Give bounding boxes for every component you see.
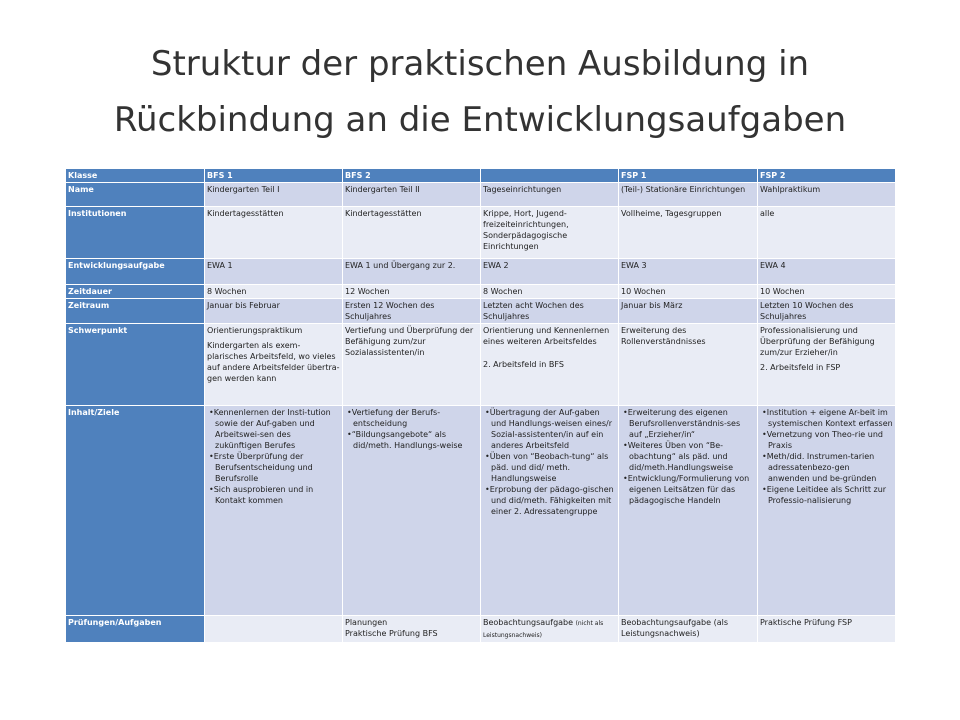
- table-cell: [481, 406, 619, 616]
- row-label-zeitraum: Zeitraum: [66, 299, 205, 324]
- table-row-zeitraum: [66, 299, 896, 324]
- table-cell: Beobachtungsaufgabe (als Leistungsnachweis): [619, 616, 758, 643]
- row-label-name: Name: [66, 183, 205, 207]
- table-cell: [205, 324, 343, 406]
- table-cell: EWA 1: [205, 259, 343, 285]
- table-cell: Praktische Prüfung FSP: [758, 616, 896, 643]
- cell-line: Planungen: [345, 618, 388, 627]
- table-row-zeitdauer: [66, 285, 896, 299]
- header-cell-bfs1: BFS 1: [205, 169, 343, 183]
- table-cell: alle: [758, 207, 896, 259]
- bullet-item: •Meth/did. Instrumen-tarien adressatenbezo-gen anwenden und be-gründen: [762, 452, 877, 483]
- bullet-item: •Institution + eigene Ar-beit im systemischen Kontext erfassen: [762, 408, 893, 428]
- table-cell: [758, 406, 896, 616]
- bullet-item: •Vernetzung von Theo-rie und Praxis: [762, 430, 883, 450]
- slide-title-line-2: Rückbindung an die Entwicklungsaufgaben: [113, 100, 847, 140]
- table-cell: Vollheime, Tagesgruppen: [619, 207, 758, 259]
- table-cell: Letzten acht Wochen des Schuljahres: [481, 299, 619, 324]
- table-row-schwerpunkt: [66, 324, 896, 406]
- table-cell: Januar bis März: [619, 299, 758, 324]
- slide-title-line-1: Struktur der praktischen Ausbildung in: [150, 44, 810, 84]
- cell-line: Professionalisierung und Überprüfung der Befähigung zum/zur Erzieher/in: [760, 326, 875, 357]
- header-cell-fsp2: FSP 2: [758, 169, 896, 183]
- row-label-institutionen: Institutionen: [66, 207, 205, 259]
- table-cell: 12 Wochen: [343, 285, 481, 299]
- bullet-item: •Sich ausprobieren und in Kontakt kommen: [209, 485, 314, 505]
- table-cell: Ersten 12 Wochen des Schuljahres: [343, 299, 481, 324]
- table-cell: Kindergarten Teil I: [205, 183, 343, 207]
- table-cell: [343, 324, 481, 406]
- table-cell: (Teil-) Stationäre Einrichtungen: [619, 183, 758, 207]
- row-label-zeitdauer: Zeitdauer: [66, 285, 205, 299]
- cell-line: Kindergarten als exem-plarisches Arbeitsfeld, wo vieles auf andere Arbeitsfelder übertra-gen werden kann: [207, 341, 340, 383]
- table-cell: [481, 616, 619, 643]
- bullet-item: •Entwicklung/Formulierung von eigenen Leitsätzen für das pädagogische Handeln: [623, 474, 750, 505]
- cell-line: Vertiefung und Überprüfung der Befähigung zum/zur Sozialassistenten/in: [345, 326, 474, 357]
- table-cell: Letzten 10 Wochen des Schuljahres: [758, 299, 896, 324]
- table-cell: Kindergarten Teil II: [343, 183, 481, 207]
- table-cell: [619, 406, 758, 616]
- table-cell: EWA 1 und Übergang zur 2.: [343, 259, 481, 285]
- table-cell: Januar bis Februar: [205, 299, 343, 324]
- bullet-item: •Erweiterung des eigenen Berufsrollenverständnis-ses auf „Erzieher/in“: [623, 408, 741, 439]
- table-cell: Kindertagesstätten: [343, 207, 481, 259]
- cell-line: Orientierung und Kennenlernen eines weiteren Arbeitsfeldes: [483, 326, 610, 346]
- table-cell: Kindertagesstätten: [205, 207, 343, 259]
- bullet-item: •Weiteres Üben von “Be-obachtung“ als päd. und did/meth.Handlungsweise: [623, 441, 733, 472]
- table-cell: [343, 616, 481, 643]
- table-row-institutionen: [66, 207, 896, 259]
- cell-line: 2. Arbeitsfeld in BFS: [483, 360, 564, 369]
- row-label-inhalt-ziele: Inhalt/Ziele: [66, 406, 205, 616]
- table-cell: 10 Wochen: [619, 285, 758, 299]
- row-label-schwerpunkt: Schwerpunkt: [66, 324, 205, 406]
- cell-line: Erweiterung des Rollenverständnisses: [621, 326, 706, 346]
- bullet-item: •Erprobung der pädago-gischen und did/meth. Fähigkeiten mit einer 2. Adressatengruppe: [485, 485, 614, 516]
- table-cell: Tageseinrichtungen: [481, 183, 619, 207]
- training-structure-table: [65, 168, 896, 643]
- table-cell: [758, 324, 896, 406]
- cell-line: Praktische Prüfung BFS: [345, 629, 438, 638]
- table-cell: EWA 3: [619, 259, 758, 285]
- table-cell: [205, 616, 343, 643]
- table-cell: EWA 4: [758, 259, 896, 285]
- bullet-item: •Eigene Leitidee als Schritt zur Professio-nalisierung: [762, 485, 887, 505]
- header-row: [66, 169, 896, 183]
- row-label-entwicklungsaufgabe: Entwicklungsaufgabe: [66, 259, 205, 285]
- bullet-item: •Erste Überprüfung der Berufsentscheidung und Berufsrolle: [209, 452, 313, 483]
- bullet-item: •“Bildungsangebote“ als did/meth. Handlungs-weise: [347, 430, 463, 450]
- bullet-item: •Üben von “Beobach-tung“ als päd. und did/ meth. Handlungsweise: [485, 452, 609, 483]
- slide-title: [60, 36, 900, 148]
- row-label-pruefungen: Prüfungen/Aufgaben: [66, 616, 205, 643]
- header-cell-fsp1: FSP 1: [619, 169, 758, 183]
- table-cell: [619, 324, 758, 406]
- table-row-pruefungen: [66, 616, 896, 643]
- table-cell: Krippe, Hort, Jugend-freizeiteinrichtungen, Sonderpädagogische Einrichtungen: [481, 207, 619, 259]
- cell-note: (nicht als Leistungsnachweis): [483, 620, 604, 639]
- cell-line: Beobachtungsaufgabe: [483, 618, 574, 627]
- table-row-inhalt-ziele: [66, 406, 896, 616]
- bullet-item: •Kennenlernen der Insti-tution sowie der Auf-gaben und Arbeitswei-sen des zukünftigen Berufes: [209, 408, 331, 450]
- table-cell: 8 Wochen: [205, 285, 343, 299]
- table-cell: Wahlpraktikum: [758, 183, 896, 207]
- bullet-item: •Übertragung der Auf-gaben und Handlungs-weisen eines/r Sozial-assistenten/in auf ein anderes Arbeitsfeld: [485, 408, 613, 450]
- table-cell: [343, 406, 481, 616]
- table-cell: EWA 2: [481, 259, 619, 285]
- cell-line: 2. Arbeitsfeld in FSP: [760, 363, 841, 372]
- table-cell: [481, 324, 619, 406]
- header-cell-klasse: Klasse: [66, 169, 205, 183]
- table-cell: [205, 406, 343, 616]
- header-cell-bfs2: BFS 2: [343, 169, 481, 183]
- table-cell: 10 Wochen: [758, 285, 896, 299]
- table-row-name: [66, 183, 896, 207]
- cell-line: Orientierungspraktikum: [207, 326, 303, 335]
- bullet-item: •Vertiefung der Berufs-entscheidung: [347, 408, 441, 428]
- table-cell: 8 Wochen: [481, 285, 619, 299]
- table-row-entwicklungsaufgabe: [66, 259, 896, 285]
- header-cell-empty: [481, 169, 619, 183]
